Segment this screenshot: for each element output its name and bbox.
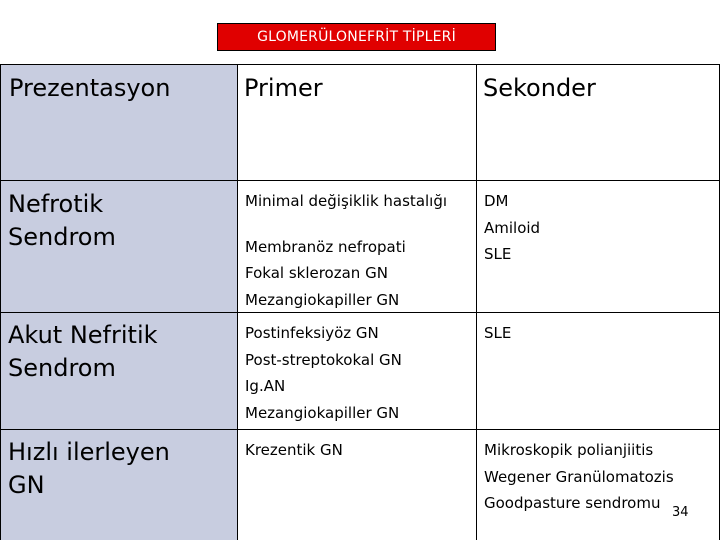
primer-item: Mezangiokapiller GN bbox=[245, 403, 400, 422]
sekonder-cell-akut-nefritik bbox=[477, 313, 720, 430]
row-label-line: Nefrotik bbox=[8, 190, 104, 218]
sekonder-item: Amiloid bbox=[484, 218, 541, 237]
row-label-line: Sendrom bbox=[8, 354, 116, 382]
row-label-line: Hızlı ilerleyen bbox=[8, 438, 170, 466]
row-label-hizli-ilerleyen bbox=[0, 430, 238, 540]
row-label-line: Akut Nefritik bbox=[8, 321, 158, 349]
header-prezentasyon: Prezentasyon bbox=[0, 64, 238, 181]
row-label-nefrotik bbox=[0, 181, 238, 313]
primer-item: Ig.AN bbox=[245, 377, 286, 395]
sekonder-cell-nefrotik bbox=[477, 181, 720, 313]
primer-item: Fokal sklerozan GN bbox=[245, 264, 388, 282]
row-label-line: Sendrom bbox=[8, 223, 116, 251]
sekonder-cell-hizli-ilerleyen bbox=[477, 430, 720, 540]
primer-cell-hizli-ilerleyen bbox=[238, 430, 477, 540]
primer-cell-akut-nefritik bbox=[238, 313, 477, 430]
primer-cell-nefrotik bbox=[238, 181, 477, 313]
slide-title bbox=[217, 23, 496, 51]
sekonder-item: SLE bbox=[484, 245, 512, 263]
primer-item: Post-streptokokal GN bbox=[245, 350, 402, 369]
primer-item: Minimal değişiklik hastalığı bbox=[245, 192, 448, 210]
sekonder-item: SLE bbox=[484, 324, 512, 342]
sekonder-item: Goodpasture sendromu bbox=[484, 494, 661, 512]
primer-item: Mezangiokapiller GN bbox=[245, 290, 400, 309]
sekonder-item: Mikroskopik polianjiitis bbox=[484, 441, 654, 459]
primer-item: Krezentik GN bbox=[245, 441, 343, 459]
row-label-akut-nefritik bbox=[0, 313, 238, 430]
gn-types-table bbox=[0, 64, 720, 540]
primer-item: Postinfeksiyöz GN bbox=[245, 324, 379, 342]
sekonder-item: DM bbox=[484, 192, 509, 210]
primer-item: Membranöz nefropati bbox=[245, 237, 406, 256]
sekonder-item: Wegener Granülomatozis bbox=[484, 467, 674, 486]
slide-title-text: GLOMERÜLONEFRİT TİPLERİ bbox=[257, 29, 456, 45]
header-sekonder: Sekonder bbox=[477, 64, 720, 181]
header-primer: Primer bbox=[238, 64, 477, 181]
row-label-line: GN bbox=[8, 471, 45, 499]
page-number: 34 bbox=[672, 505, 689, 520]
